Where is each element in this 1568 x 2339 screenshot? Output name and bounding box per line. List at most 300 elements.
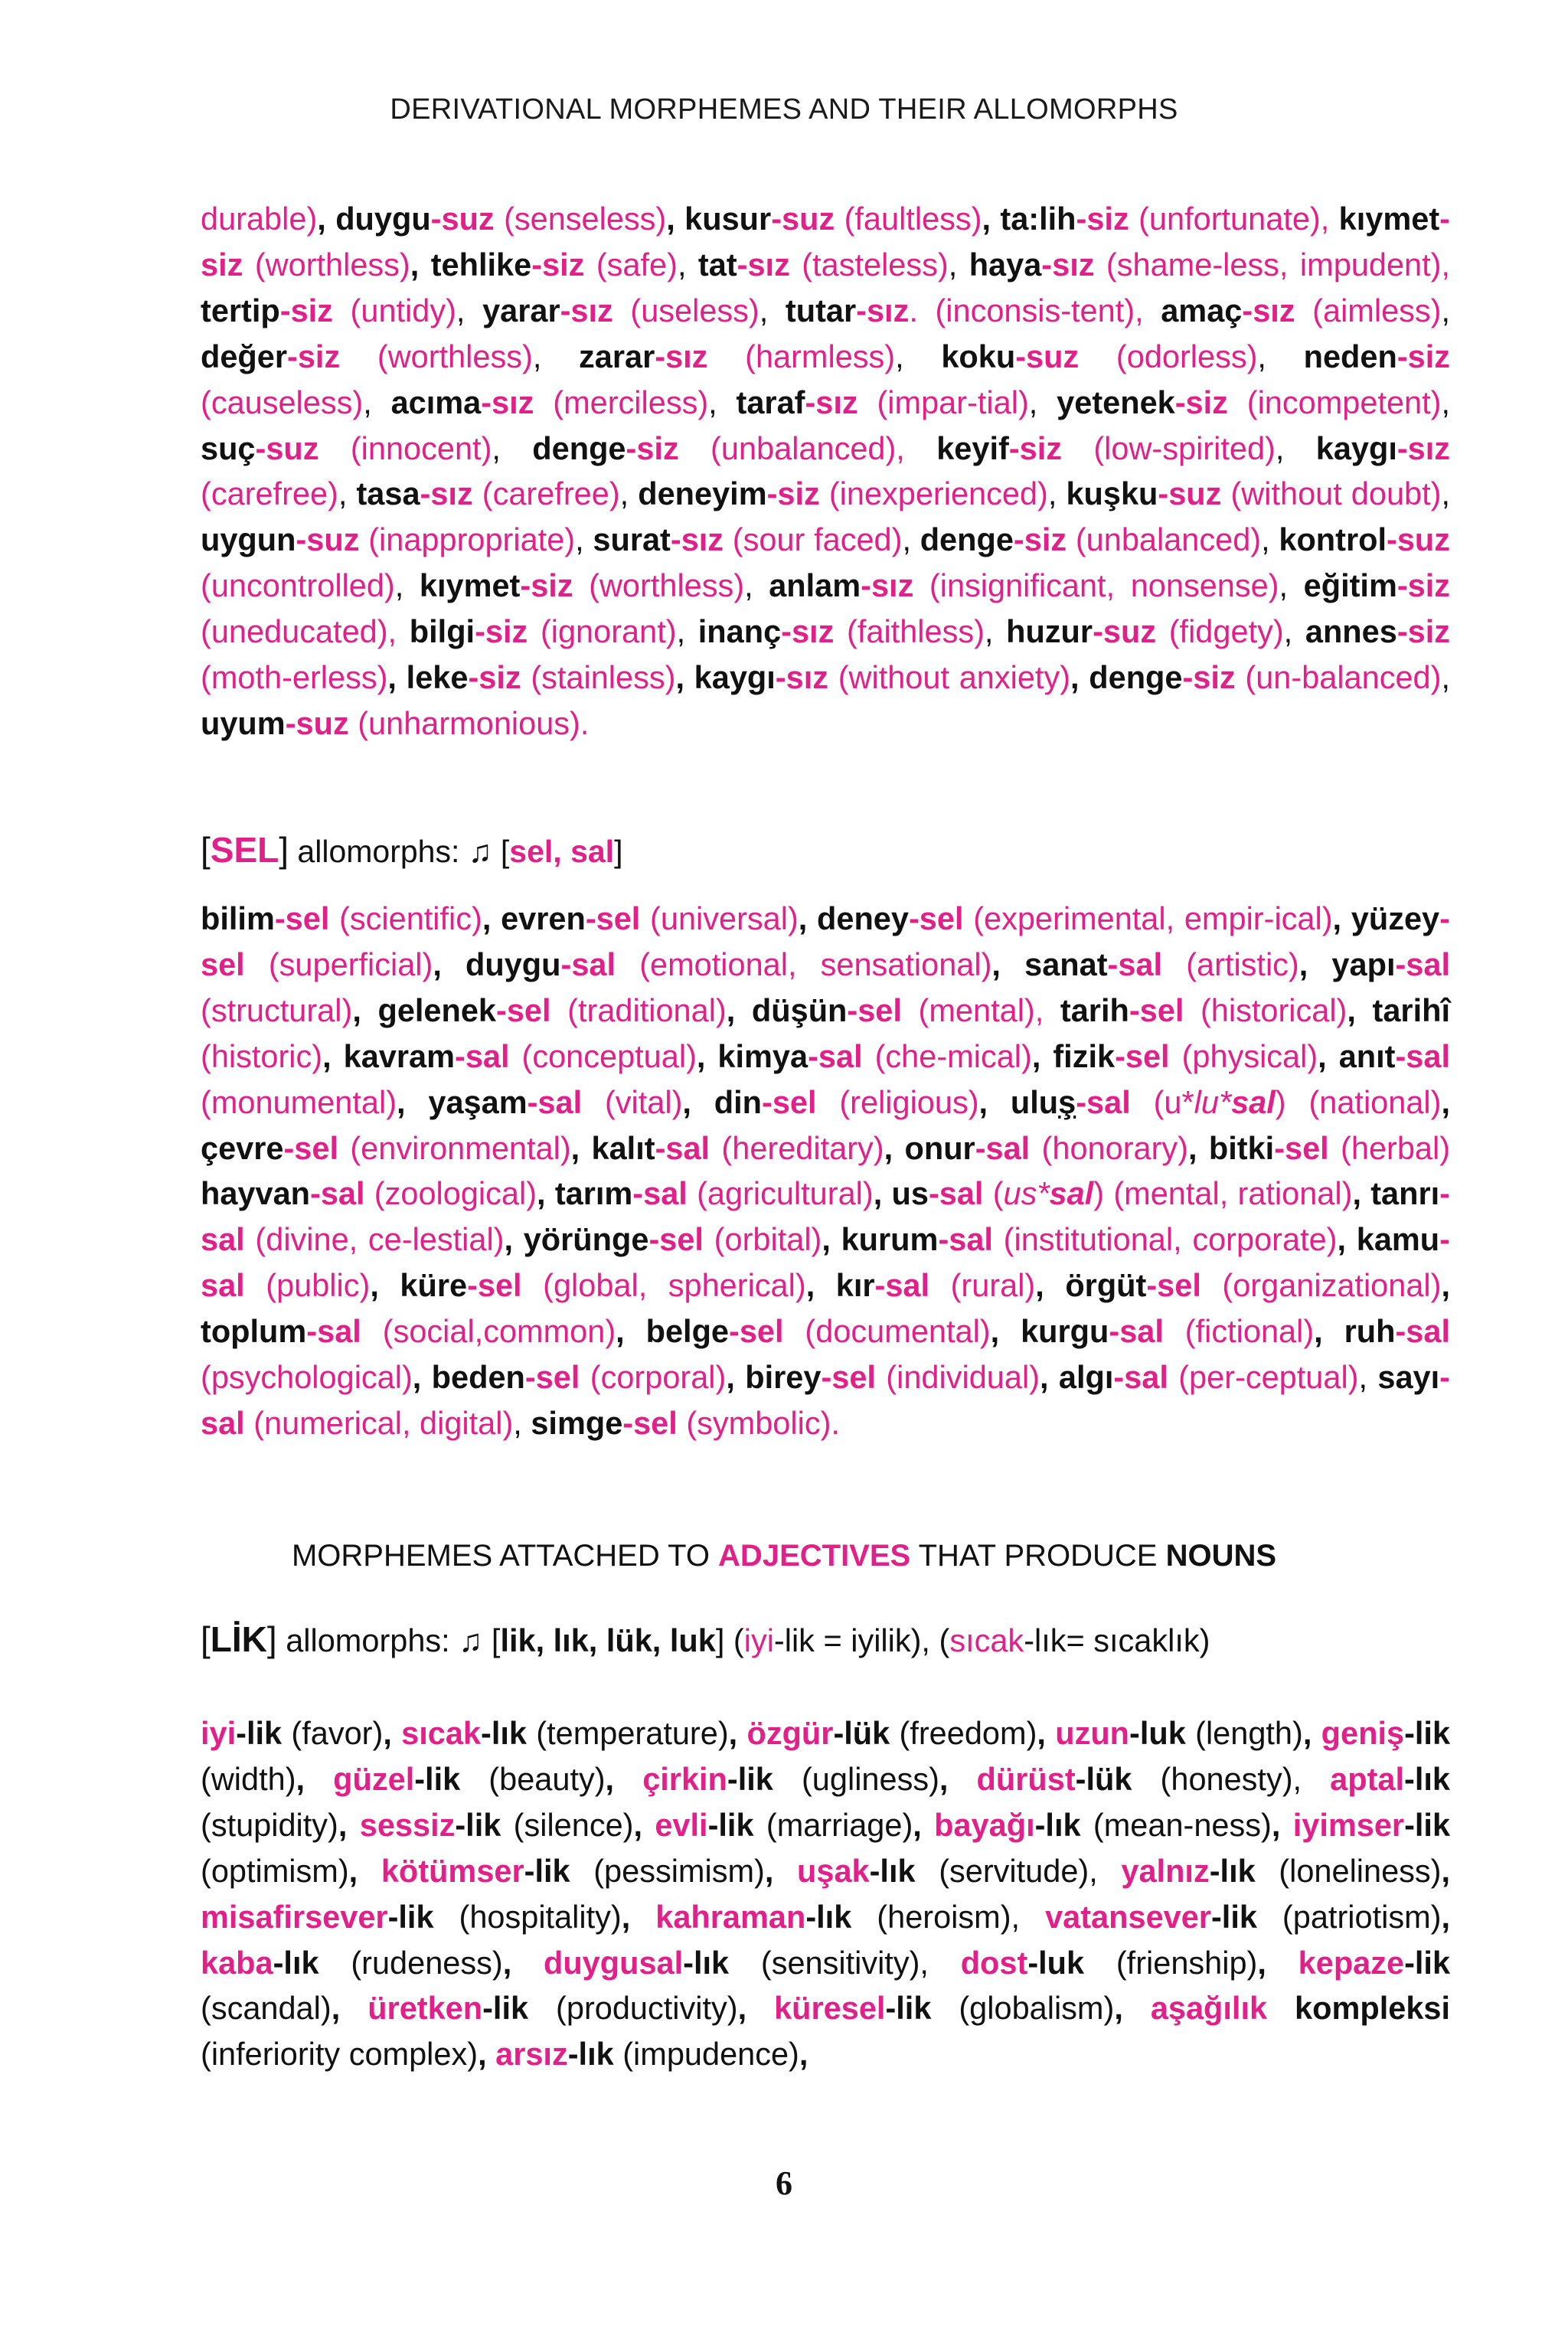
text-run: vatansever — [1045, 1898, 1211, 1935]
text-run: , — [948, 246, 969, 283]
text-run: -sel — [648, 1221, 704, 1258]
text-run: (tasteless) — [789, 246, 949, 283]
text-run: tarım — [554, 1175, 633, 1212]
text-run: -lik — [524, 1852, 570, 1889]
text-run: aptal — [1330, 1760, 1405, 1797]
text-run: . (inconsis-tent), — [909, 292, 1144, 328]
text-run — [905, 430, 936, 466]
text-run: -sel — [467, 1267, 522, 1304]
text-run: annes — [1305, 613, 1397, 650]
text-run: (senseless) — [494, 201, 667, 237]
text-run: (hospitality) — [433, 1898, 622, 1935]
text-run: (historical) — [1184, 991, 1348, 1028]
text-run: , — [1358, 1359, 1378, 1396]
text-run: (social,common) — [361, 1313, 616, 1350]
text-run: -lik — [387, 1898, 434, 1935]
sel-allomorph-list: sel, sal — [509, 834, 615, 869]
text-run: (emotional, sensational) — [616, 946, 992, 982]
text-run: , yaşam — [397, 1083, 528, 1120]
text-run: , — [902, 521, 920, 558]
text-run: -sel — [821, 1359, 876, 1396]
text-run: , ta:lih — [982, 201, 1076, 237]
text-run: -sal — [560, 946, 616, 982]
text-run: (aimless) — [1295, 292, 1442, 328]
text-run: (conceptual) — [509, 1037, 697, 1074]
text-run: , fizik — [1031, 1037, 1116, 1074]
text-run: (freedom) — [890, 1715, 1037, 1751]
text-run: -sız — [805, 384, 858, 420]
text-run: -sal — [1395, 1037, 1450, 1074]
text-run: -sal — [1113, 1359, 1168, 1396]
text-run: , kimya — [696, 1037, 808, 1074]
text-run: (per-ceptual) — [1168, 1359, 1359, 1396]
siz-examples-paragraph — [201, 196, 1450, 746]
text-run — [1302, 1761, 1330, 1797]
text-run: -lik — [455, 1806, 501, 1843]
sel-morpheme-name: SEL — [210, 830, 279, 870]
text-run: kontrol — [1279, 521, 1387, 558]
text-run: -siz — [1396, 338, 1451, 374]
text-run: (productivity) — [528, 1990, 738, 2027]
text-run: (experimental, empir-ical) — [963, 900, 1333, 936]
text-run: küresel — [774, 1990, 886, 2027]
text-run: (environmental) — [338, 1129, 571, 1166]
text-run: , — [1441, 1852, 1451, 1889]
text-run: -sal — [975, 1129, 1031, 1166]
text-run: -sal — [655, 1129, 710, 1166]
text-run: (universal) — [640, 900, 799, 936]
text-run: (harmless) — [707, 338, 896, 374]
text-run: acıma — [390, 384, 482, 420]
text-run: (uneducated), — [201, 613, 397, 650]
text-run: , leke — [387, 659, 469, 696]
text-run — [1329, 201, 1338, 237]
text-run: , — [1441, 384, 1451, 420]
text-run: ş — [1058, 1083, 1076, 1120]
text-run: -siz — [1076, 201, 1129, 237]
text-run: çirkin — [642, 1760, 727, 1797]
text-run: -siz — [520, 567, 573, 604]
text-run: , denge — [1070, 659, 1183, 696]
text-run: , tehlike — [410, 246, 532, 283]
text-run: (che-mical) — [862, 1037, 1032, 1074]
text-run: -sel — [496, 991, 551, 1028]
text-run: (without doubt) — [1221, 475, 1442, 512]
text-run: duygusal — [543, 1944, 684, 1981]
text-run: -siz — [531, 246, 585, 283]
text-run: -suz — [1093, 613, 1157, 650]
page-header: DERIVATIONAL MORPHEMES AND THEIR ALLOMORPHS — [390, 93, 1178, 126]
text-run: , — [1283, 613, 1305, 650]
text-run: -sal — [201, 1175, 1450, 1258]
text-run: , duygu — [433, 946, 561, 982]
text-run: keyif — [936, 430, 1009, 466]
text-run: (safe) — [584, 246, 678, 283]
text-run: -sel — [274, 900, 330, 936]
text-run: , — [1441, 1267, 1450, 1304]
text-run: huzur — [1006, 613, 1093, 650]
text-run: -siz — [1182, 659, 1236, 696]
text-run: denge — [920, 521, 1014, 558]
text-run: -sel — [585, 900, 641, 936]
text-run: -sız — [737, 246, 790, 283]
text-run — [1044, 992, 1060, 1028]
text-run: suç — [201, 430, 256, 466]
text-run: -sız — [856, 292, 910, 328]
text-run: misafirsever — [201, 1898, 388, 1935]
text-run: zarar — [579, 338, 655, 374]
text-run: -sal — [201, 1221, 1450, 1304]
text-run: -siz — [1174, 384, 1228, 420]
text-run: , algı — [1039, 1359, 1114, 1396]
text-run: , — [1114, 1990, 1151, 2027]
text-run: (useless) — [612, 292, 760, 328]
text-run: kaygı — [1315, 430, 1397, 466]
text-run: (psychological) — [201, 1359, 413, 1396]
text-run — [397, 613, 410, 649]
text-run: (artistic) — [1162, 946, 1299, 982]
text-run: , — [338, 475, 357, 512]
text-run: -siz — [1396, 567, 1451, 604]
text-run: -lik — [414, 1760, 461, 1797]
text-run: (width) — [201, 1760, 296, 1797]
text-run: (inexperienced) — [819, 475, 1048, 512]
text-run: -luk — [1129, 1715, 1186, 1751]
text-run: kıymet — [419, 567, 521, 604]
text-run: -suz — [296, 521, 360, 558]
text-run: -lık — [1404, 1760, 1451, 1797]
text-run: (carefree) — [472, 475, 620, 512]
text-run: -lik — [1210, 1898, 1257, 1935]
text-run: , — [1441, 475, 1451, 512]
text-run: , — [737, 1990, 775, 2027]
text-run: , — [728, 1715, 747, 1751]
text-run: uyum — [201, 704, 286, 741]
text-run: , bitki — [1188, 1129, 1275, 1166]
text-run: , beden — [412, 1359, 525, 1396]
text-run: -suz — [285, 704, 349, 741]
text-run: (institutional, corporate) — [992, 1221, 1338, 1258]
text-run: , — [537, 1175, 546, 1212]
text-run: (documental) — [783, 1313, 991, 1350]
text-run: , kavram — [322, 1037, 455, 1074]
lik-allomorph-list: lik, lık, lük, luk — [500, 1622, 716, 1658]
page-number: 6 — [776, 2164, 792, 2202]
text-run: (faultless) — [835, 201, 982, 237]
text-run: -sal — [310, 1175, 365, 1212]
text-run: -sel — [762, 1083, 817, 1120]
text-run: , — [633, 1806, 655, 1843]
text-run: (stainless) — [521, 659, 676, 696]
text-run: (traditional) — [550, 991, 727, 1028]
text-run: -sız — [560, 292, 613, 328]
text-run: kötümser — [381, 1852, 524, 1889]
text-run: ) (mental, rational) — [1093, 1175, 1353, 1212]
text-run: , — [575, 521, 593, 558]
text-run: -sız — [781, 613, 835, 650]
text-run: -sel — [201, 900, 1450, 982]
text-run: -lik — [885, 1990, 932, 2027]
text-run: -sal — [1395, 1313, 1450, 1350]
text-run: (un-balanced) — [1235, 659, 1442, 696]
text-run: , din — [682, 1083, 762, 1120]
text-run: , — [895, 338, 942, 374]
nouns-keyword: NOUNS — [1165, 1539, 1277, 1573]
text-run: iyimser — [1292, 1806, 1405, 1843]
text-run: kahraman — [655, 1898, 806, 1935]
text-run: -sal — [938, 1221, 993, 1258]
text-run: , deney — [798, 900, 909, 936]
text-run: (causeless) — [201, 384, 364, 420]
text-run: -lük — [1075, 1760, 1132, 1797]
text-run: hayvan — [201, 1175, 311, 1212]
text-run: (u* — [1130, 1083, 1194, 1120]
text-run: , birey — [726, 1359, 822, 1396]
text-run: (sour faced) — [724, 521, 903, 558]
sel-examples-text — [201, 900, 1450, 1441]
text-run: geniş — [1321, 1715, 1405, 1751]
text-run: (fidgety) — [1156, 613, 1284, 650]
text-run: , — [708, 384, 737, 420]
text-run: (unharmonious). — [348, 704, 590, 741]
text-run: -sal — [874, 1267, 930, 1304]
text-run: -sal — [808, 1037, 863, 1074]
text-run: -sız — [481, 384, 534, 420]
text-run: , — [619, 475, 639, 512]
text-run: (orbital) — [703, 1221, 822, 1258]
text-run: , — [939, 1760, 977, 1797]
lik-examples-paragraph — [201, 1710, 1450, 2077]
text-run: , örgüt — [1035, 1267, 1147, 1304]
sel-allomorph-heading: [SEL] allomorphs: ♫ [sel, sal] — [201, 830, 623, 870]
text-run: , yüzey — [1332, 900, 1440, 936]
text-run: (low-spirited) — [1061, 430, 1276, 466]
text-run: (physical) — [1169, 1037, 1318, 1074]
text-run: , gelenek — [352, 991, 497, 1028]
text-run: haya — [969, 246, 1042, 283]
text-run: , küre — [370, 1267, 468, 1304]
text-run: (carefree) — [201, 475, 338, 512]
text-run: -siz — [468, 659, 521, 696]
text-run: (unbalanced), — [678, 430, 905, 466]
text-run: -sel — [1129, 991, 1184, 1028]
siz-examples-text — [201, 201, 1450, 741]
text-run: (length) — [1185, 1715, 1303, 1751]
text-run: (individual) — [875, 1359, 1040, 1396]
text-run: tarih — [1060, 991, 1129, 1028]
text-run: üretken — [368, 1990, 483, 2027]
text-run: , düşün — [726, 991, 848, 1028]
text-run: (rural) — [929, 1267, 1036, 1304]
text-run: -lik — [1404, 1715, 1451, 1751]
text-run: (scientific) — [329, 900, 482, 936]
text-run: simge — [531, 1404, 623, 1441]
text-run: (inferiority complex) — [201, 2036, 479, 2073]
text-run: bilgi — [409, 613, 475, 650]
text-run: (monumental) — [201, 1083, 397, 1120]
lik-examples-text — [201, 1715, 1450, 2072]
text-run: tasa — [356, 475, 420, 512]
text-run: -siz — [287, 338, 341, 374]
text-run: (frienship) — [1084, 1944, 1258, 1981]
text-run: -sel — [908, 900, 964, 936]
text-run: (silence) — [501, 1806, 634, 1843]
text-run: lu* — [1194, 1083, 1232, 1120]
text-run: (zoological) — [364, 1175, 537, 1212]
text-run: -sız — [420, 475, 473, 512]
text-run: , — [1441, 1898, 1450, 1935]
text-run: tat — [697, 246, 737, 283]
text-run: (innocent) — [318, 430, 492, 466]
section-heading: MORPHEMES ATTACHED TO ADJECTIVES THAT PRODUCE NOUNS — [291, 1539, 1277, 1573]
text-run: (pessimism) — [570, 1852, 765, 1889]
text-run: (uncontrolled) — [201, 567, 395, 604]
text-run: tutar — [785, 292, 857, 328]
text-run: -lık — [683, 1944, 730, 1981]
text-run: (mean-ness) — [1080, 1806, 1272, 1843]
text-run: , — [394, 567, 420, 604]
text-run: (worthless) — [340, 338, 533, 374]
text-run: (patriotism) — [1256, 1898, 1442, 1935]
text-run: , — [1257, 338, 1304, 374]
text-run: , kamu — [1337, 1221, 1440, 1258]
text-run: (scandal) — [201, 1990, 332, 2027]
text-run: durable) — [201, 201, 318, 237]
text-run: (worthless) — [243, 246, 410, 283]
text-run: , kurum — [822, 1221, 939, 1258]
text-run: (marriage) — [753, 1806, 913, 1843]
text-run: , — [1441, 292, 1451, 328]
text-run: (honorary) — [1030, 1129, 1188, 1166]
text-run: (inappropriate) — [359, 521, 576, 558]
text-run: kepaze — [1298, 1944, 1405, 1981]
text-run: -lik — [236, 1715, 283, 1751]
text-run: bilim — [201, 900, 275, 936]
text-run: , kalıt — [570, 1129, 655, 1166]
text-run: sal — [1049, 1175, 1094, 1212]
text-run: (divine, ce-lestial) — [244, 1221, 505, 1258]
text-run: -suz — [1387, 521, 1451, 558]
text-run: (herbal) — [1328, 1129, 1451, 1166]
text-run: -sel — [1115, 1037, 1170, 1074]
text-run: , — [456, 292, 483, 328]
text-run: -sal — [306, 1313, 361, 1350]
text-run: , — [1028, 384, 1057, 420]
text-run: -sel — [1146, 1267, 1201, 1304]
text-run — [1144, 292, 1161, 328]
text-run: , — [1279, 567, 1304, 604]
text-run: (incompetent) — [1227, 384, 1442, 420]
text-run: ( — [983, 1175, 1004, 1212]
text-run: , — [492, 430, 533, 466]
text-run: , — [764, 1852, 798, 1889]
text-run: -siz — [1013, 521, 1067, 558]
text-run: -sız — [670, 521, 724, 558]
text-run: -siz — [626, 430, 679, 466]
text-run: -sel — [729, 1313, 784, 1350]
text-run: -siz — [279, 292, 333, 328]
text-run: -lık — [869, 1852, 916, 1889]
text-run: , — [677, 246, 698, 283]
text-run: (fictional) — [1163, 1313, 1315, 1350]
text-run: (global, spherical) — [521, 1267, 806, 1304]
text-run: , — [1275, 430, 1316, 466]
text-run: , kır — [805, 1267, 875, 1304]
text-run: neden — [1303, 338, 1397, 374]
text-run: sayı — [1377, 1359, 1440, 1396]
text-run: (sensitivity), — [729, 1944, 929, 1981]
text-run: (religious) — [816, 1083, 979, 1120]
text-run: -lık — [481, 1715, 527, 1751]
adjectives-keyword: ADJECTIVES — [718, 1539, 911, 1573]
text-run: (structural) — [201, 991, 353, 1028]
text-run: iyi — [201, 1715, 237, 1751]
text-run: kıymet — [1338, 201, 1440, 237]
text-run: , çevre — [201, 1083, 1450, 1166]
lik-allomorph-heading: [LİK] allomorphs: ♫ [lik, lık, lük, luk] (iyi-lik = iyilik), (sıcak-lık= sıcaklık) — [201, 1619, 1210, 1659]
text-run: , yörünge — [504, 1221, 649, 1258]
text-run: kompleksi — [1267, 1990, 1451, 2027]
text-run: -suz — [255, 430, 319, 466]
text-run: -lık — [273, 1944, 319, 1981]
text-run: (moth-erless) — [201, 659, 388, 696]
text-run — [546, 1175, 555, 1211]
text-run: -lik — [1404, 1806, 1451, 1843]
text-run: tertip — [201, 292, 280, 328]
text-run: inanç — [697, 613, 782, 650]
text-run: (optimism) — [201, 1852, 349, 1889]
text-run: , yapı — [1298, 946, 1396, 982]
text-run: -sel — [283, 1129, 338, 1166]
text-run: -suz — [1158, 475, 1222, 512]
text-run: , — [676, 613, 698, 650]
text-run: -siz — [475, 613, 528, 650]
text-run: , evren — [482, 900, 586, 936]
text-run: -luk — [1027, 1944, 1085, 1981]
text-run: (symbolic). — [677, 1404, 840, 1441]
text-run: -sal — [1395, 946, 1450, 982]
music-note-icon: ♫ — [468, 834, 492, 869]
text-run: -sal — [527, 1083, 583, 1120]
text-run: değer — [201, 338, 288, 374]
text-run: bayağı — [934, 1806, 1035, 1843]
text-run: -lik — [707, 1806, 754, 1843]
text-run: , ulu — [978, 1083, 1059, 1120]
text-run — [929, 1945, 961, 1981]
text-run: (heroism), — [851, 1898, 1021, 1935]
text-run: (unfortunate), — [1129, 201, 1330, 237]
text-run: , kaygı — [675, 659, 776, 696]
text-run: uygun — [201, 521, 296, 558]
text-run: (stupidity) — [201, 1806, 338, 1843]
text-run: -sel — [1274, 1129, 1329, 1166]
text-run: aşağılık — [1150, 1990, 1268, 2027]
text-run: özgür — [746, 1715, 834, 1751]
text-run: , — [331, 1990, 368, 2027]
text-run: , onur — [884, 1129, 975, 1166]
text-run: uşak — [797, 1852, 870, 1889]
text-run: (globalism) — [931, 1990, 1115, 2027]
text-run: , — [799, 2036, 808, 2073]
text-run: , us — [873, 1175, 929, 1212]
text-run: (ugliness) — [773, 1760, 939, 1797]
text-run: -suz — [771, 201, 835, 237]
text-run: -lık — [1209, 1852, 1256, 1889]
text-run: (impudence) — [613, 2036, 799, 2073]
lik-morpheme-name: LİK — [210, 1619, 267, 1659]
text-run: , belge — [616, 1313, 729, 1350]
text-run: sal — [1231, 1083, 1276, 1120]
